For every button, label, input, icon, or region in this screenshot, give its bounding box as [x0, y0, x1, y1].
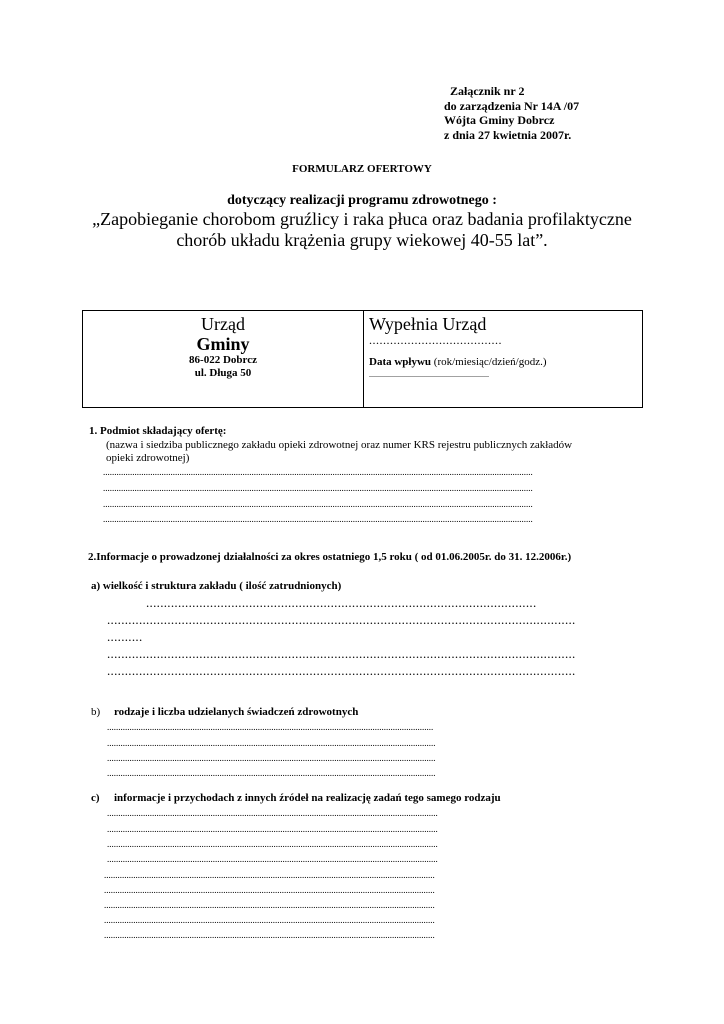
section1-note-line-1: (nazwa i siedziba publicznego zakładu opieki zdrowotnej oraz numer KRS rejestru publicznych zakładów	[106, 439, 573, 451]
section2c-line-1[interactable]: ...................................................................................................................................................	[107, 808, 438, 818]
form-title: FORMULARZ OFERTOWY	[292, 163, 432, 175]
office-name-1: Urząd	[201, 314, 245, 334]
section2c-line-5[interactable]: ...................................................................................................................................................	[104, 870, 435, 880]
attachment-header	[444, 84, 579, 142]
section2b-line-4[interactable]: ..................................................................................................................................................	[107, 768, 436, 778]
office-address-cell	[83, 311, 364, 407]
section1-line-3[interactable]: ...............................................................................................................................................................................................	[103, 499, 533, 509]
section2c-line-2[interactable]: ...................................................................................................................................................	[107, 824, 438, 834]
section1-line-2[interactable]: ...............................................................................................................................................................................................	[103, 483, 533, 493]
section2b-line-2[interactable]: ..................................................................................................................................................	[107, 738, 436, 748]
office-address-2: ul. Długa 50	[194, 367, 252, 379]
date-received-row	[369, 356, 642, 369]
attachment-line-2: do zarządzenia Nr 14A /07	[444, 98, 580, 113]
section2c-line-9[interactable]: ...................................................................................................................................................	[104, 930, 435, 940]
section1-line-1[interactable]: ...............................................................................................................................................................................................	[103, 467, 533, 477]
section1-heading: 1. Podmiot składający ofertę:	[89, 425, 227, 437]
section2b-line-1[interactable]: .................................................................................................................................................	[107, 722, 434, 732]
section2a-line-3[interactable]: ..........	[107, 630, 143, 644]
program-intro: dotyczący realizacji programu zdrowotnego :	[227, 193, 497, 208]
office-fill-dots[interactable]: ......................................	[369, 333, 502, 347]
office-fill-heading: Wypełnia Urząd	[369, 314, 487, 334]
date-received-dots[interactable]: ............................................................	[369, 370, 489, 379]
date-received-label: Data wpływu	[369, 356, 432, 368]
section2c-line-3[interactable]: ...................................................................................................................................................	[107, 839, 438, 849]
attachment-line-4: z dnia 27 kwietnia 2007r.	[444, 127, 572, 142]
program-name-line-2: chorób układu krążenia grupy wiekowej 40-55 lat”.	[176, 230, 548, 250]
office-address-1: 86-022 Dobrcz	[189, 354, 257, 366]
section2c-heading: informacje i przychodach z innych źródeł na realizację zadań tego samego rodzaju	[114, 792, 501, 804]
section2b-heading: rodzaje i liczba udzielanych świadczeń zdrowotnych	[114, 706, 359, 718]
office-fill-cell	[364, 311, 642, 407]
section2a-heading: a) wielkość i struktura zakładu ( ilość zatrudnionych)	[91, 580, 342, 592]
section2a-line-2[interactable]: ....................................................................................................................................	[107, 613, 576, 627]
date-received-format: (rok/miesiąc/dzień/godz.)	[431, 356, 547, 368]
section2a-line-4[interactable]: ....................................................................................................................................	[107, 647, 576, 661]
office-name-2: Gminy	[196, 334, 250, 354]
attachment-line-3: Wójta Gminy Dobrcz	[444, 113, 555, 127]
section2b-marker: b)	[91, 706, 101, 718]
program-block	[0, 192, 724, 251]
section2c-line-4[interactable]: ...................................................................................................................................................	[107, 854, 438, 864]
office-box	[82, 310, 643, 408]
section2a-line-5[interactable]: ....................................................................................................................................	[107, 664, 576, 678]
section2a-line-1[interactable]: ..............................................................................................................	[146, 596, 537, 610]
section2c-line-8[interactable]: ...................................................................................................................................................	[104, 915, 435, 925]
section2c-marker: c)	[91, 792, 100, 804]
attachment-line-1: Załącznik nr 2	[450, 84, 525, 98]
section1-line-4[interactable]: ...............................................................................................................................................................................................	[103, 514, 533, 524]
program-name-line-1: „Zapobieganie chorobom gruźlicy i raka płuca oraz badania profilaktyczne	[92, 209, 632, 229]
section2c-line-6[interactable]: ...................................................................................................................................................	[104, 885, 435, 895]
section2c-line-7[interactable]: ...................................................................................................................................................	[104, 900, 435, 910]
section2b-line-3[interactable]: ..................................................................................................................................................	[107, 753, 436, 763]
section2-heading: 2.Informacje o prowadzonej działalności za okres ostatniego 1,5 roku ( od 01.06.2005r. do 31. 12.2006r.)	[88, 551, 572, 563]
section1-note-line-2: opieki zdrowotnej)	[106, 452, 190, 464]
